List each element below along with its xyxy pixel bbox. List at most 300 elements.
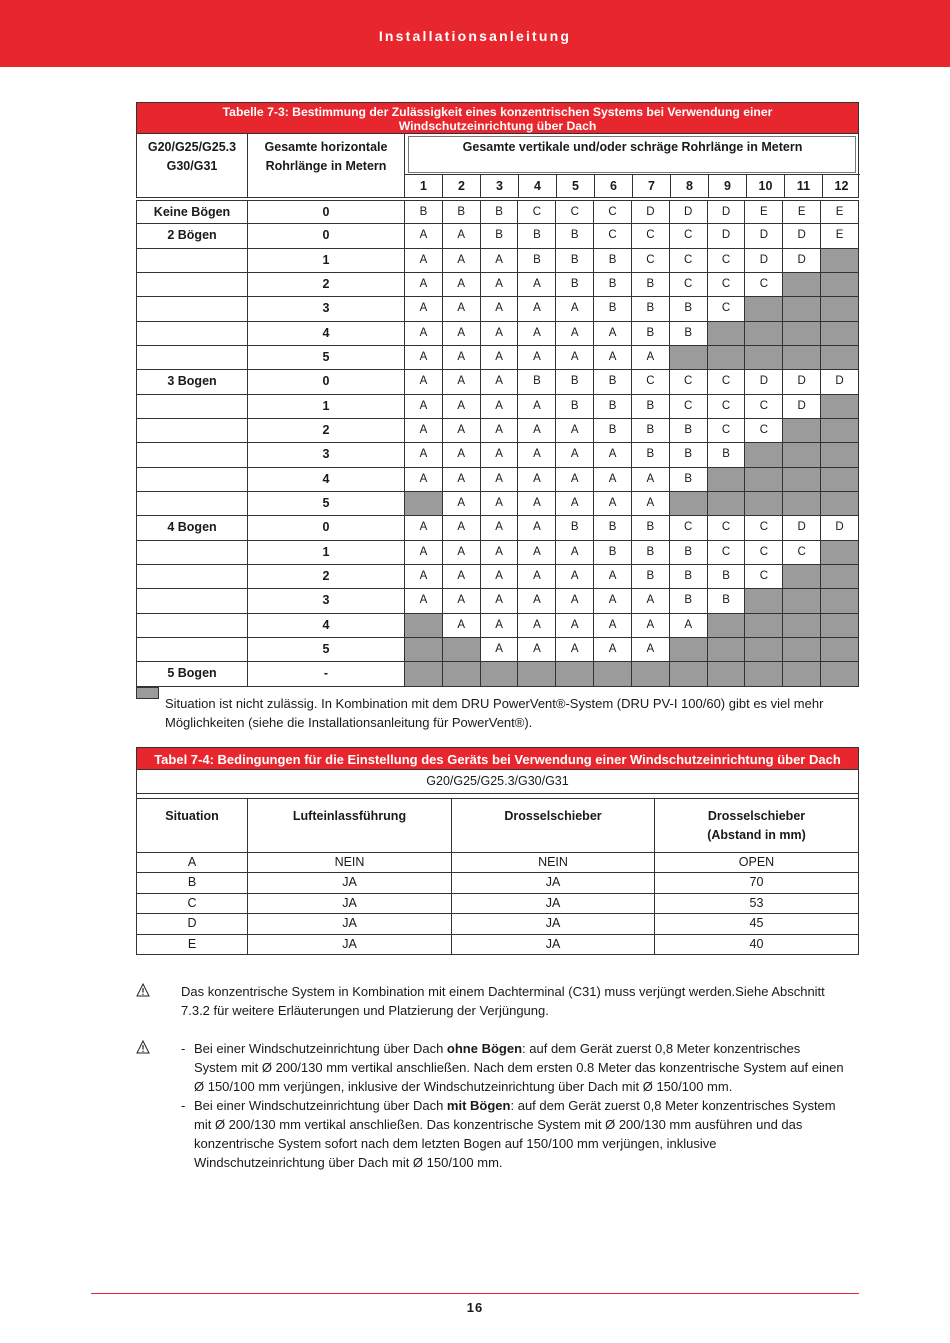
table-row: [137, 894, 858, 914]
warning-icon: [136, 983, 150, 997]
bend-group-cell: [137, 322, 248, 345]
not-allowed-cell: [632, 662, 670, 685]
situation-cell: B: [137, 873, 248, 892]
not-allowed-cell: [745, 589, 783, 612]
category-cell: B: [556, 249, 594, 272]
category-cell: A: [594, 614, 632, 637]
category-cell: B: [632, 419, 670, 442]
category-cell: A: [481, 565, 519, 588]
table-7-4-subtitle: G20/G25/G25.3/G30/G31: [136, 770, 859, 794]
bullet-dash: -: [181, 1041, 186, 1056]
category-cell: A: [518, 346, 556, 369]
category-cell: C: [708, 395, 746, 418]
bend-group-cell: [137, 565, 248, 588]
category-cell: A: [443, 297, 481, 320]
category-cell: A: [481, 492, 519, 515]
not-allowed-cell: [594, 662, 632, 685]
table-row: [137, 565, 858, 589]
category-cell: C: [745, 273, 783, 296]
bend-group-cell: [137, 297, 248, 320]
category-cell: A: [594, 322, 632, 345]
category-cell: C: [783, 541, 821, 564]
table-row: [137, 873, 858, 893]
vertical-length-11: 11: [785, 175, 823, 198]
horizontal-length-cell: 1: [248, 541, 405, 564]
bullet-dash: -: [181, 1098, 186, 1113]
category-cell: A: [443, 589, 481, 612]
category-cell: C: [518, 201, 556, 223]
not-allowed-cell: [783, 322, 821, 345]
table-7-3: [136, 102, 859, 687]
category-cell: A: [405, 322, 443, 345]
table-7-4-grid: [136, 798, 859, 955]
category-cell: A: [518, 297, 556, 320]
table-7-4-header-row: [137, 799, 858, 853]
category-cell: A: [405, 468, 443, 491]
horizontal-length-cell: 3: [248, 297, 405, 320]
horizontal-length-cell: 4: [248, 322, 405, 345]
not-allowed-cell: [821, 614, 858, 637]
category-cell: A: [518, 273, 556, 296]
category-cell: A: [556, 468, 594, 491]
category-cell: A: [594, 589, 632, 612]
category-cell: B: [670, 322, 708, 345]
not-allowed-cell: [556, 662, 594, 685]
not-allowed-swatch: [136, 687, 159, 699]
category-cell: D: [783, 395, 821, 418]
bend-group-cell: [137, 395, 248, 418]
category-cell: B: [518, 249, 556, 272]
category-cell: A: [632, 589, 670, 612]
category-cell: A: [443, 614, 481, 637]
category-cell: A: [594, 443, 632, 466]
bend-group-cell: 2 Bögen: [137, 224, 248, 247]
category-cell: A: [518, 419, 556, 442]
category-cell: A: [556, 346, 594, 369]
category-cell: B: [556, 224, 594, 247]
air-intake-cell: JA: [248, 873, 452, 892]
bend-group-cell: [137, 273, 248, 296]
table-7-3-header: [136, 134, 859, 198]
bullet-1-line-2: System mit Ø 200/130 mm vertikal anschließen. Nach dem ersten 0.8 Meter das konzentrische System auf einen: [194, 1060, 844, 1075]
category-cell: B: [481, 224, 519, 247]
category-cell: B: [594, 395, 632, 418]
category-cell: E: [745, 201, 783, 223]
not-allowed-cell: [783, 346, 821, 369]
table-row: [137, 468, 858, 492]
bend-group-cell: 5 Bogen: [137, 662, 248, 685]
category-cell: B: [518, 224, 556, 247]
not-allowed-cell: [821, 468, 858, 491]
bend-group-cell: 3 Bogen: [137, 370, 248, 393]
category-cell: A: [556, 589, 594, 612]
category-cell: B: [670, 443, 708, 466]
bullet-1-line-3: Ø 150/100 mm verjüngen, inklusive der Windschutzeinrichtung über Dach mit Ø 150/100 mm.: [194, 1079, 733, 1094]
category-cell: A: [518, 516, 556, 539]
throttle-distance-cell: 53: [749, 895, 764, 910]
table-7-4-body: [137, 853, 858, 955]
category-cell: C: [670, 395, 708, 418]
category-cell: A: [594, 565, 632, 588]
category-cell: A: [518, 468, 556, 491]
not-allowed-cell: [821, 541, 858, 564]
not-allowed-cell: [745, 492, 783, 515]
horizontal-length-header: [248, 134, 405, 198]
bend-group-cell: Keine Bögen: [137, 201, 248, 223]
category-cell: A: [481, 249, 519, 272]
category-cell: A: [481, 419, 519, 442]
gas-type-header: [137, 134, 248, 198]
horizontal-length-cell: 0: [248, 224, 405, 247]
category-cell: A: [518, 395, 556, 418]
category-cell: C: [708, 419, 746, 442]
category-cell: A: [443, 322, 481, 345]
category-cell: B: [594, 419, 632, 442]
category-cell: C: [632, 370, 670, 393]
throttle-distance-cell: 40: [749, 936, 764, 951]
category-cell: D: [783, 224, 821, 247]
situation-cell: A: [137, 853, 248, 872]
not-allowed-cell: [821, 322, 858, 345]
horizontal-length-cell: 3: [248, 589, 405, 612]
caption-line-2: Windschutzeinrichtung über Dach: [398, 119, 597, 133]
category-cell: A: [443, 468, 481, 491]
situation-cell: E: [137, 935, 248, 954]
category-cell: A: [481, 297, 519, 320]
category-cell: B: [670, 541, 708, 564]
throttle-distance-cell: 45: [749, 916, 764, 931]
category-cell: B: [632, 516, 670, 539]
category-cell: A: [556, 541, 594, 564]
table-row: [137, 541, 858, 565]
bullet-1-bold: ohne Bögen: [446, 1041, 523, 1056]
situation-cell: D: [137, 914, 248, 933]
category-cell: C: [745, 541, 783, 564]
horizontal-length-cell: 5: [248, 492, 405, 515]
horizontal-length-cell: -: [248, 662, 405, 685]
category-cell: A: [556, 638, 594, 661]
vertical-length-4: 4: [519, 175, 557, 198]
category-cell: E: [783, 201, 821, 223]
horizontal-length-cell: 1: [248, 395, 405, 418]
not-allowed-cell: [783, 662, 821, 685]
header-throttle: Drosselschieber: [452, 799, 655, 852]
bend-group-cell: [137, 614, 248, 637]
not-allowed-cell: [405, 638, 443, 661]
category-cell: C: [708, 273, 746, 296]
not-allowed-cell: [821, 492, 858, 515]
not-allowed-cell: [745, 638, 783, 661]
not-allowed-cell: [783, 589, 821, 612]
table-row: [137, 273, 858, 297]
bullet-2-bold: mit Bögen: [446, 1098, 511, 1113]
not-allowed-cell: [783, 565, 821, 588]
situation-cell: C: [137, 894, 248, 913]
not-allowed-cell: [821, 395, 858, 418]
not-allowed-cell: [783, 638, 821, 661]
not-allowed-cell: [670, 638, 708, 661]
not-allowed-cell: [708, 492, 746, 515]
category-cell: A: [405, 541, 443, 564]
vertical-length-7: 7: [633, 175, 671, 198]
category-cell: A: [594, 346, 632, 369]
category-cell: B: [670, 419, 708, 442]
table-row: [137, 914, 858, 934]
warning-icon: [136, 1040, 150, 1054]
category-cell: C: [670, 516, 708, 539]
note-2-text: [181, 1039, 866, 1172]
category-cell: A: [405, 395, 443, 418]
note-1-line-1: Das konzentrische System in Kombination mit einem Dachterminal (C31) muss verjüngt werden.Siehe Abschnitt: [181, 984, 825, 999]
not-allowed-cell: [670, 662, 708, 685]
page-number: 16: [466, 1300, 484, 1315]
category-cell: B: [443, 201, 481, 223]
table-row: [137, 249, 858, 273]
bend-group-cell: [137, 346, 248, 369]
vertical-length-3: 3: [481, 175, 519, 198]
category-cell: C: [670, 249, 708, 272]
not-allowed-cell: [670, 346, 708, 369]
vertical-length-6: 6: [595, 175, 633, 198]
category-cell: A: [443, 346, 481, 369]
category-cell: E: [835, 206, 844, 218]
not-allowed-cell: [745, 297, 783, 320]
not-allowed-cell: [821, 273, 858, 296]
not-allowed-cell: [821, 249, 858, 272]
not-allowed-cell: [821, 565, 858, 588]
category-cell: B: [708, 443, 746, 466]
table-row: [137, 419, 858, 443]
not-allowed-cell: [405, 492, 443, 515]
bend-group-cell: 4 Bogen: [137, 516, 248, 539]
category-cell: B: [556, 395, 594, 418]
category-cell: C: [708, 370, 746, 393]
category-cell: B: [556, 370, 594, 393]
not-allowed-cell: [783, 492, 821, 515]
table-row: [137, 443, 858, 467]
category-cell: A: [405, 224, 443, 247]
gas-type-line-2: G30/G31: [166, 159, 218, 173]
category-cell: A: [481, 638, 519, 661]
horizontal-length-cell: 5: [248, 638, 405, 661]
category-cell: A: [518, 492, 556, 515]
category-cell: D: [835, 521, 844, 534]
category-cell: B: [632, 322, 670, 345]
category-cell: B: [632, 395, 670, 418]
category-cell: A: [481, 541, 519, 564]
category-cell: D: [783, 249, 821, 272]
category-cell: B: [594, 273, 632, 296]
category-cell: A: [405, 370, 443, 393]
category-cell: A: [518, 589, 556, 612]
category-cell: D: [783, 516, 821, 539]
not-allowed-cell: [708, 346, 746, 369]
category-cell: C: [745, 565, 783, 588]
category-cell: B: [594, 370, 632, 393]
category-cell: C: [670, 273, 708, 296]
page-header: [0, 0, 950, 67]
category-cell: A: [481, 443, 519, 466]
note-1-line-2: 7.3.2 für weitere Erläuterungen und Platzierung der Verjüngung.: [181, 1003, 549, 1018]
category-cell: B: [632, 297, 670, 320]
not-allowed-cell: [518, 662, 556, 685]
category-cell: C: [745, 419, 783, 442]
category-cell: A: [556, 443, 594, 466]
not-allowed-cell: [745, 346, 783, 369]
table-row: [137, 492, 858, 516]
category-cell: A: [518, 541, 556, 564]
not-allowed-cell: [708, 638, 746, 661]
category-cell: B: [632, 565, 670, 588]
category-cell: B: [632, 443, 670, 466]
bullet-2-pre: Bei einer Windschutzeinrichtung über Dach: [194, 1098, 447, 1113]
table-7-4-caption: Tabel 7-4: Bedingungen für die Einstellung des Geräts bei Verwendung einer Windschutzeinrichtung über Dach: [136, 747, 859, 770]
category-cell: C: [708, 541, 746, 564]
category-cell: A: [443, 395, 481, 418]
category-cell: A: [405, 589, 443, 612]
throttle-distance-cell: 70: [749, 875, 764, 890]
category-cell: D: [783, 370, 821, 393]
category-cell: A: [443, 541, 481, 564]
table-row: [137, 516, 858, 540]
category-cell: A: [556, 492, 594, 515]
category-cell: B: [670, 468, 708, 491]
category-cell: A: [632, 468, 670, 491]
not-allowed-cell: [708, 614, 746, 637]
vertical-length-12: 12: [834, 179, 849, 193]
table-row: [137, 589, 858, 613]
legend-line-2: Möglichkeiten (siehe die Installationsanleitung für PowerVent®).: [165, 715, 533, 730]
throttle-cell: JA: [452, 894, 655, 913]
legend-line-1: Situation ist nicht zulässig. In Kombination mit dem DRU PowerVent®-System (DRU PV-I 100/60) gibt es viel mehr: [165, 696, 824, 711]
throttle-cell: JA: [452, 914, 655, 933]
vertical-length-2: 2: [443, 175, 481, 198]
not-allowed-cell: [821, 662, 858, 685]
category-cell: C: [556, 201, 594, 223]
vertical-length-1: 1: [405, 175, 443, 198]
category-cell: A: [518, 565, 556, 588]
throttle-cell: JA: [452, 873, 655, 892]
category-cell: A: [556, 419, 594, 442]
header-situation: Situation: [137, 799, 248, 852]
table-row: [137, 935, 858, 955]
category-cell: A: [481, 346, 519, 369]
category-cell: A: [443, 565, 481, 588]
header-title: Installationsanleitung: [378, 28, 572, 44]
table-row: [137, 853, 858, 873]
horizontal-length-cell: 4: [248, 614, 405, 637]
not-allowed-cell: [708, 468, 746, 491]
table-row: [137, 200, 858, 224]
category-cell: A: [443, 224, 481, 247]
category-cell: D: [745, 370, 783, 393]
not-allowed-cell: [821, 297, 858, 320]
category-cell: A: [443, 516, 481, 539]
bullet-2-line-3: konzentrische System sofort nach dem letzten Bogen auf 150/100 mm verjüngen, inklusive: [194, 1136, 717, 1151]
not-allowed-cell: [783, 614, 821, 637]
category-cell: A: [518, 614, 556, 637]
category-cell: B: [481, 201, 519, 223]
air-intake-cell: JA: [248, 914, 452, 933]
category-cell: A: [632, 492, 670, 515]
category-cell: B: [594, 249, 632, 272]
category-cell: D: [708, 224, 746, 247]
category-cell: A: [556, 297, 594, 320]
category-cell: C: [594, 201, 632, 223]
bullet-2-line-4: Windschutzeinrichtung über Dach mit Ø 150/100 mm.: [194, 1155, 503, 1170]
category-cell: C: [708, 516, 746, 539]
not-allowed-cell: [783, 468, 821, 491]
not-allowed-cell: [783, 419, 821, 442]
not-allowed-cell: [783, 443, 821, 466]
bullet-ohne-boegen: [181, 1039, 866, 1096]
vertical-length-5: 5: [557, 175, 595, 198]
gas-type-line-1: G20/G25/G25.3: [147, 140, 237, 154]
category-cell: A: [670, 614, 708, 637]
category-cell: C: [708, 297, 746, 320]
not-allowed-cell: [821, 346, 858, 369]
category-cell: C: [632, 249, 670, 272]
throttle-cell: NEIN: [452, 853, 655, 872]
header-throttle-distance-line-2: (Abstand in mm): [707, 828, 806, 842]
bend-group-cell: [137, 638, 248, 661]
category-cell: A: [405, 419, 443, 442]
vertical-length-9: 9: [709, 175, 747, 198]
horizontal-length-line-2: Rohrlänge in Metern: [265, 159, 387, 173]
category-cell: A: [405, 346, 443, 369]
bullet-mit-boegen: [181, 1096, 866, 1172]
legend-text: [165, 694, 865, 732]
table-7-3-body: [136, 200, 859, 687]
category-cell: D: [745, 224, 783, 247]
not-allowed-cell: [821, 419, 858, 442]
table-row: [137, 395, 858, 419]
air-intake-cell: NEIN: [248, 853, 452, 872]
header-air-intake: Lufteinlassführung: [248, 799, 452, 852]
vertical-length-10: 10: [747, 175, 785, 198]
category-cell: A: [481, 322, 519, 345]
not-allowed-cell: [783, 297, 821, 320]
table-7-3-caption: [136, 102, 859, 134]
category-cell: C: [745, 516, 783, 539]
not-allowed-cell: [821, 638, 858, 661]
category-cell: C: [594, 224, 632, 247]
not-allowed-cell: [405, 614, 443, 637]
bullet-1-post: : auf dem Gerät zuerst 0,8 Meter konzentrisches: [522, 1041, 801, 1056]
category-cell: A: [594, 638, 632, 661]
vertical-length-8: 8: [671, 175, 709, 198]
category-cell: D: [708, 201, 746, 223]
bullet-2-post: : auf dem Gerät zuerst 0,8 Meter konzentrisches System: [510, 1098, 836, 1113]
caption-line-1: Tabelle 7-3: Bestimmung der Zulässigkeit eines konzentrischen Systems bei Verwendung einer: [222, 105, 773, 119]
category-cell: C: [670, 370, 708, 393]
not-allowed-cell: [670, 492, 708, 515]
bend-group-cell: [137, 492, 248, 515]
category-cell: A: [632, 346, 670, 369]
table-row: [137, 224, 858, 248]
horizontal-length-cell: 4: [248, 468, 405, 491]
table-7-4: [136, 747, 859, 955]
table-row: [137, 297, 858, 321]
category-cell: B: [594, 516, 632, 539]
category-cell: B: [632, 541, 670, 564]
category-cell: A: [518, 322, 556, 345]
category-cell: A: [594, 468, 632, 491]
category-cell: B: [708, 565, 746, 588]
category-cell: A: [443, 492, 481, 515]
not-allowed-cell: [783, 273, 821, 296]
not-allowed-cell: [745, 662, 783, 685]
